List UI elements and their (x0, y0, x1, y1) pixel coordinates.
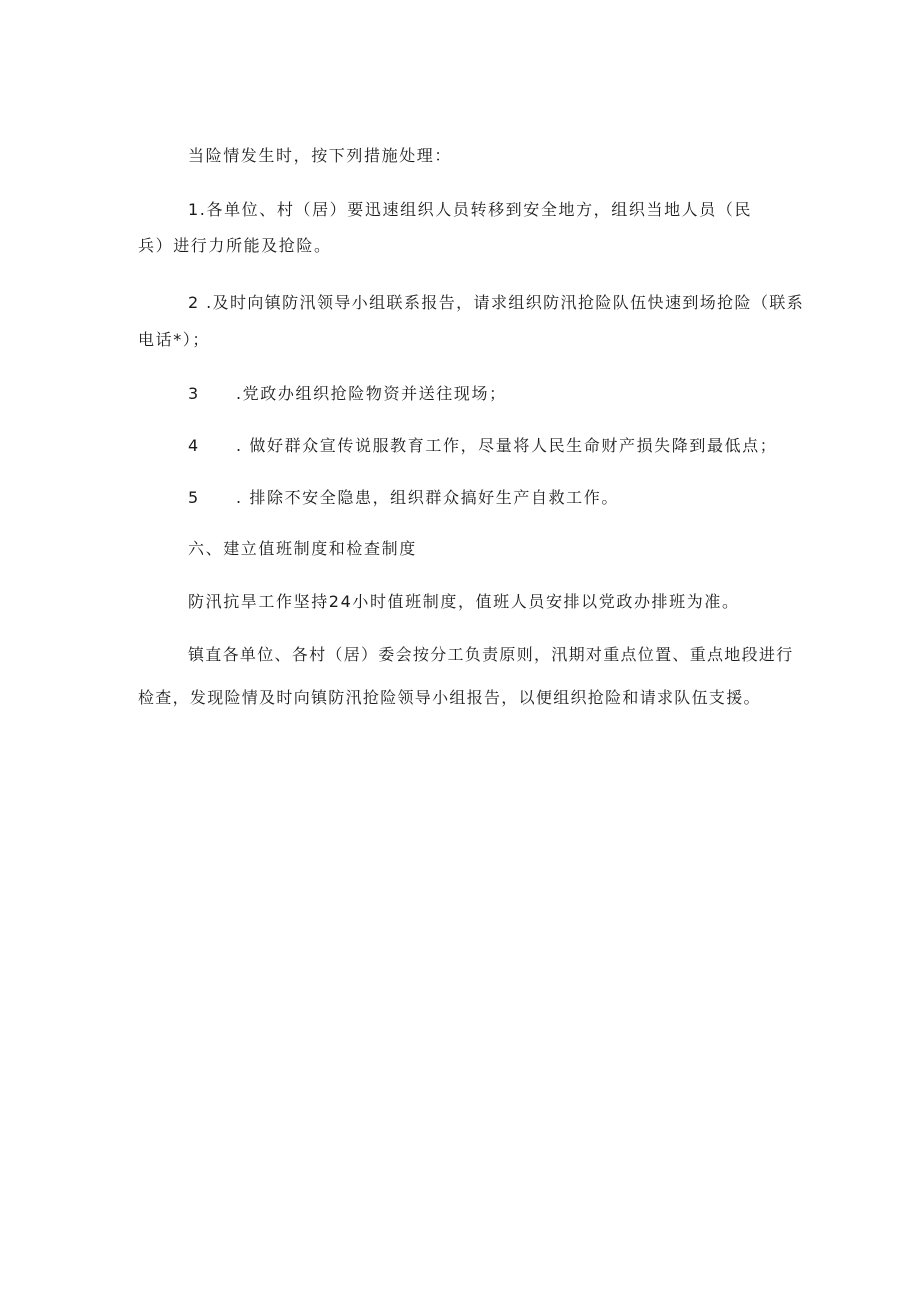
duty-paragraph: 防汛抗旱工作坚持24小时值班制度，值班人员安排以党政办排班为准。 (188, 592, 740, 611)
intro-paragraph: 当险情发生时，按下列措施处理： (188, 146, 453, 165)
item-5-text: . 排除不安全隐患，组织群众搞好生产自救工作。 (236, 488, 619, 507)
item-2-line-1: 2 .及时向镇防汛领导小组联系报告，请求组织防汛抢险队伍快速到场抢险（联系 (188, 293, 805, 312)
item-3-number: 3 (188, 384, 199, 403)
item-1-line-2: 兵）进行力所能及抢险。 (138, 236, 332, 255)
item-5-number: 5 (188, 488, 199, 507)
check-paragraph-line-1: 镇直各单位、各村（居）委会按分工负责原则，汛期对重点位置、重点地段进行 (188, 645, 794, 664)
item-3-text: .党政办组织抢险物资并送往现场； (236, 384, 507, 403)
item-2-line-2: 电话*）； (138, 330, 211, 349)
section-6-heading: 六、建立值班制度和检查制度 (188, 539, 417, 558)
item-4-text: . 做好群众宣传说服教育工作，尽量将人民生命财产损失降到最低点； (236, 436, 778, 455)
item-1-line-1: 1.各单位、村（居）要迅速组织人员转移到安全地方，组织当地人员（民 (188, 200, 753, 219)
item-4-number: 4 (188, 436, 199, 455)
check-paragraph-line-2: 检查，发现险情及时向镇防汛抢险领导小组报告，以便组织抢险和请求队伍支援。 (138, 688, 761, 707)
